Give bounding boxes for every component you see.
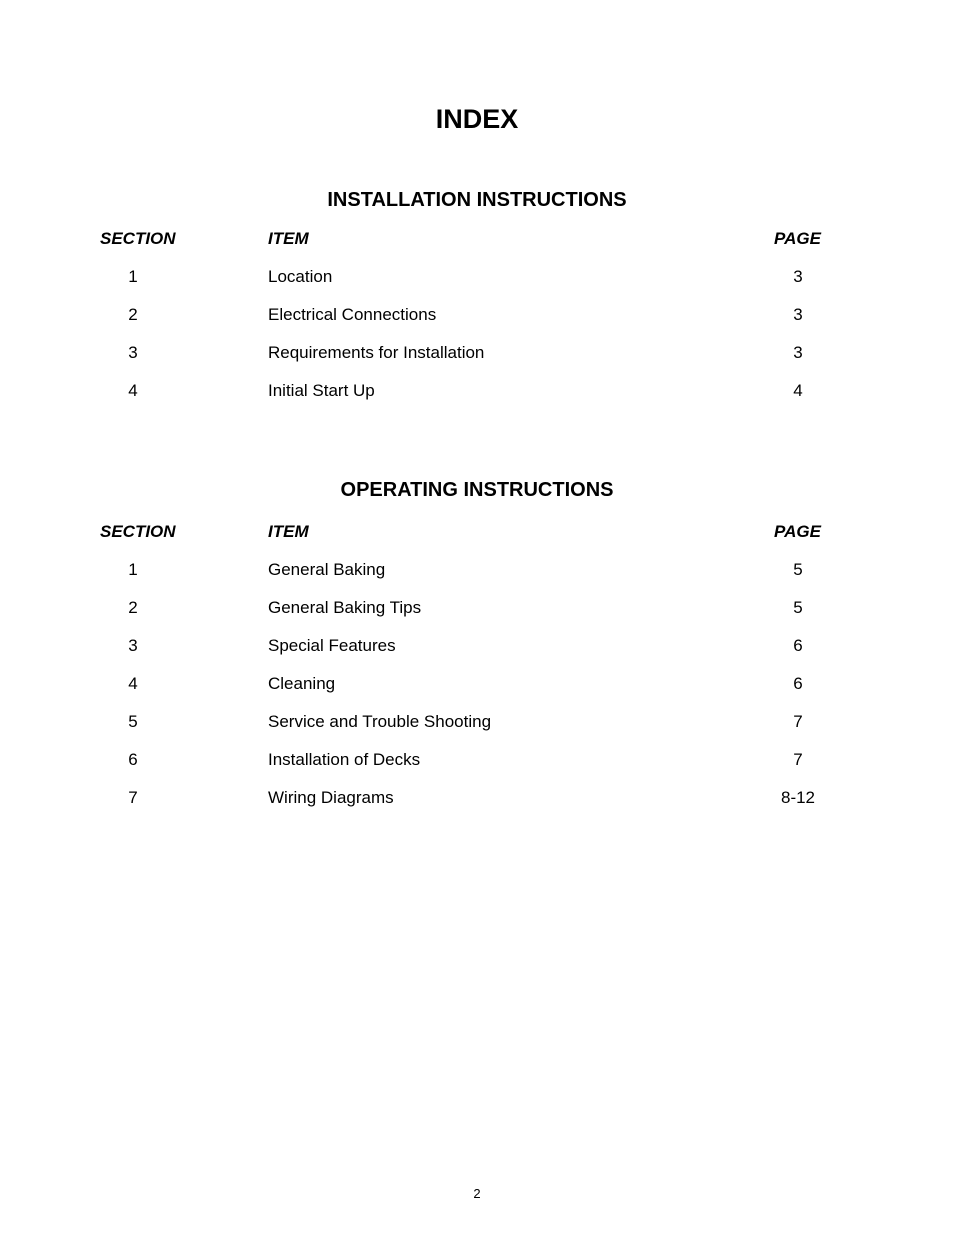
- operating-header-row: [0, 521, 954, 559]
- installation-index-table: [0, 228, 954, 418]
- page-ref: 3: [793, 343, 803, 362]
- item-title: Electrical Connections: [268, 305, 437, 324]
- page-ref: 6: [793, 674, 803, 693]
- item-title: Special Features: [268, 636, 396, 655]
- table-row: [0, 380, 954, 418]
- column-header-section: SECTION: [100, 229, 176, 248]
- item-title: Service and Trouble Shooting: [268, 712, 492, 731]
- table-row: [0, 559, 954, 597]
- table-row: [0, 711, 954, 749]
- installation-header-row: [0, 228, 954, 266]
- operating-heading: OPERATING INSTRUCTIONS: [340, 479, 614, 501]
- page-title: INDEX: [435, 104, 519, 134]
- page-ref: 5: [793, 560, 803, 579]
- item-title: Wiring Diagrams: [268, 788, 394, 807]
- column-header-page: PAGE: [774, 522, 821, 541]
- section-number: 4: [128, 381, 138, 400]
- table-row: [0, 749, 954, 787]
- table-row: [0, 787, 954, 825]
- table-row: [0, 304, 954, 342]
- table-row: [0, 266, 954, 304]
- section-number: 7: [128, 788, 138, 807]
- operating-index-table: [0, 521, 954, 825]
- page-ref: 3: [793, 305, 803, 324]
- page-number: 2: [473, 1186, 481, 1201]
- item-title: Initial Start Up: [268, 381, 375, 400]
- table-row: [0, 597, 954, 635]
- page-ref: 3: [793, 267, 803, 286]
- page-ref: 5: [793, 598, 803, 617]
- item-title: Location: [268, 267, 333, 286]
- item-title: Cleaning: [268, 674, 336, 693]
- section-number: 2: [128, 598, 138, 617]
- section-number: 2: [128, 305, 138, 324]
- page-ref: 8-12: [780, 788, 816, 807]
- section-number: 3: [128, 636, 138, 655]
- page-ref: 7: [793, 712, 803, 731]
- section-number: 5: [128, 712, 138, 731]
- table-row: [0, 635, 954, 673]
- column-header-page: PAGE: [774, 229, 821, 248]
- column-header-section: SECTION: [100, 522, 176, 541]
- section-number: 6: [128, 750, 138, 769]
- section-number: 1: [128, 560, 138, 579]
- table-row: [0, 673, 954, 711]
- column-header-item: ITEM: [268, 522, 309, 541]
- page-ref: 7: [793, 750, 803, 769]
- item-title: General Baking Tips: [268, 598, 422, 617]
- item-title: Installation of Decks: [268, 750, 421, 769]
- page-ref: 6: [793, 636, 803, 655]
- section-number: 3: [128, 343, 138, 362]
- section-number: 4: [128, 674, 138, 693]
- section-number: 1: [128, 267, 138, 286]
- item-title: Requirements for Installation: [268, 343, 485, 362]
- column-header-item: ITEM: [268, 229, 309, 248]
- item-title: General Baking: [268, 560, 386, 579]
- table-row: [0, 342, 954, 380]
- page-ref: 4: [793, 381, 803, 400]
- installation-heading: INSTALLATION INSTRUCTIONS: [327, 189, 627, 211]
